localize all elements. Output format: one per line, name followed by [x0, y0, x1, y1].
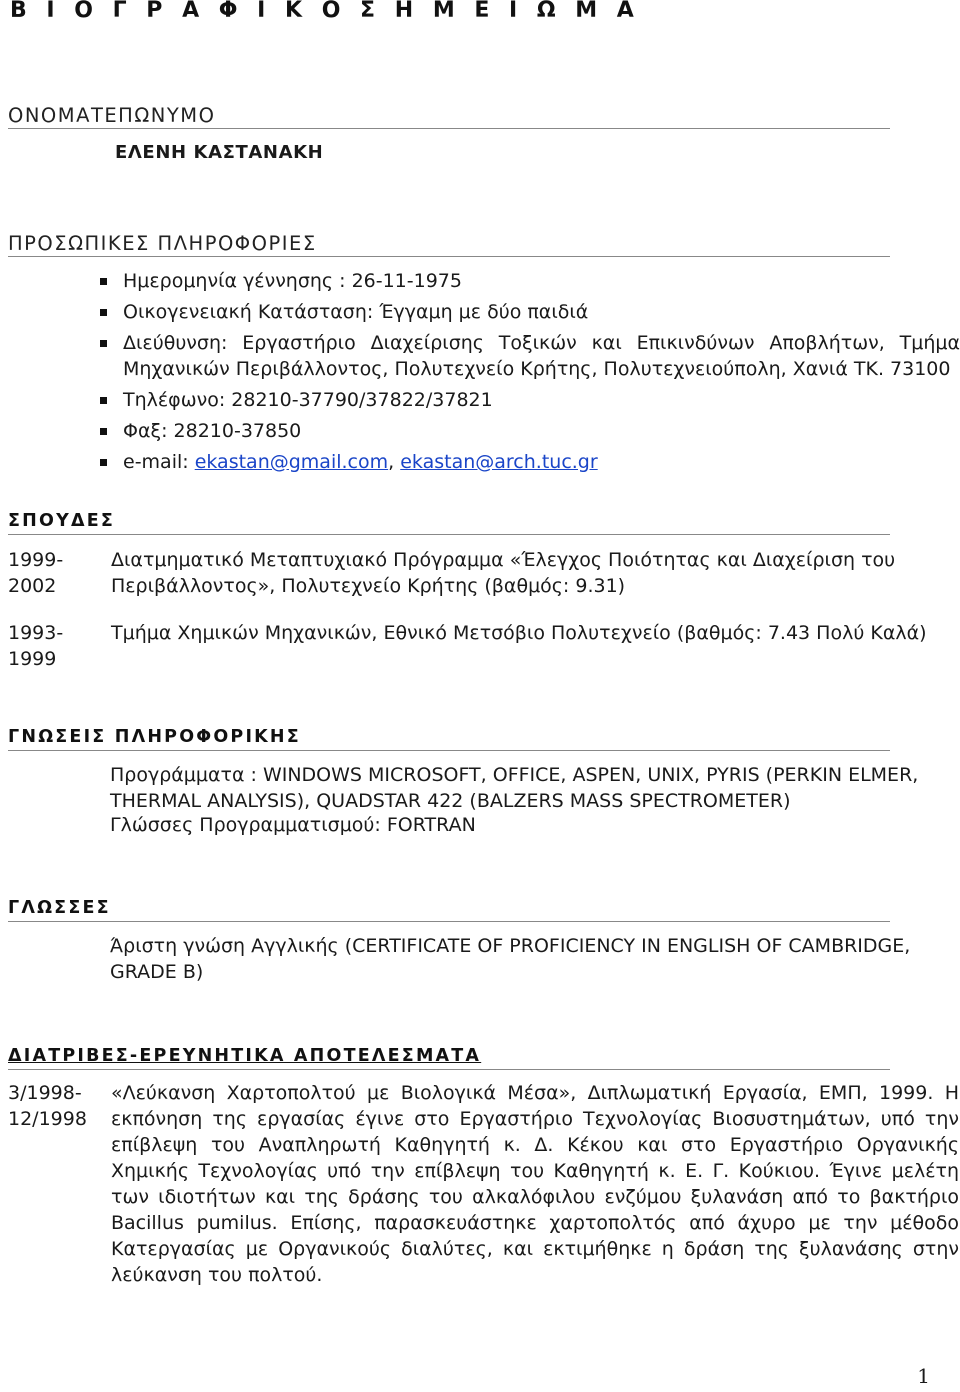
bullet-square-icon [100, 278, 107, 285]
document-title: Β Ι Ο Γ Ρ Α Φ Ι Κ Ο Σ Η Μ Ε Ι Ω Μ Α [10, 0, 640, 23]
languages-heading: ΓΛΩΣΣΕΣ [8, 898, 890, 922]
email-label: e-mail: [123, 451, 195, 473]
list-item [100, 387, 960, 413]
birth-date: Ημερομηνία γέννησης : 26-11-1975 [123, 270, 462, 292]
computing-languages: Γλώσσες Προγραμματισμού: FORTRAN [110, 814, 476, 836]
computing-programs: Προγράμματα : WINDOWS MICROSOFT, OFFICE, ASPEN, UNIX, PYRIS (PERKIN ELMER, THERMAL ANALYSIS), QUADSTAR 422 (BALZERS MASS SPECTROMETER) [110, 764, 919, 812]
theses-heading: ΔΙΑΤΡΙΒΕΣ-ΕΡΕΥΝΗΤΙΚΑ ΑΠΟΤΕΛΕΣΜΑΤΑ [8, 1046, 890, 1070]
fullname-heading: ΟΝΟΜΑΤΕΠΩΝΥΜΟ [8, 104, 890, 129]
personal-info-heading: ΠΡΟΣΩΠΙΚΕΣ ΠΛΗΡΟΦΟΡΙΕΣ [8, 232, 890, 257]
studies-years: 1993- 1999 [8, 622, 64, 670]
studies-years: 1999- 2002 [8, 549, 64, 597]
address: Διεύθυνση: Εργαστήριο Διαχείρισης Τοξικών και Επικινδύνων Αποβλήτων, Τμήμα Μηχανικών Περιβάλλοντος, Πολυτεχνείο Κρήτης, Πολυτεχνειούπολη, Χανιά ΤΚ. 73100 [123, 332, 960, 380]
bullet-square-icon [100, 459, 107, 466]
studies-description: Τμήμα Χημικών Μηχανικών, Εθνικό Μετσόβιο Πολυτεχνείο (βαθμός: 7.43 Πολύ Καλά) [111, 622, 927, 644]
languages-text: Άριστη γνώση Αγγλικής (CERTIFICATE OF PROFICIENCY IN ENGLISH OF CAMBRIDGE, GRADE B) [110, 935, 911, 983]
studies-description: Διατμηματικό Μεταπτυχιακό Πρόγραμμα «Έλεγχος Ποιότητας και Διαχείριση του Περιβάλλοντος», Πολυτεχνείο Κρήτης (βαθμός: 9.31) [111, 549, 896, 597]
list-item [100, 299, 960, 325]
theses-description: «Λεύκανση Χαρτοπολτού με Βιολογικά Μέσα», Διπλωματική Εργασία, ΕΜΠ, 1999. Η εκπόνηση της εργασίας έγινε στο Εργαστήριο Τεχνολογίας Βιοσυστημάτων, υπό την επίβλεψη του Αναπληρωτή Καθηγητή κ. Δ. Κέκου και στο Εργαστήριο Οργανικής Χημικής Τεχνολογίας υπό την επίβλεψη του Καθηγητή κ. Ε. Γ. Κούκιου. Έγινε μελέτη των ιδιοτήτων και της δράσης του αλκαλόφιλου ενζύμου ξυλανάση από το βακτήριο Bacillus pumilus. Επίσης, παρασκευάστηκε χαρτοπολτός από άχυρο με την μέθοδο Κατεργασίας με Οργανικούς διαλύτες, και εκτιμήθηκε η δράση της ξυλανάσης στην λεύκανση του πολτού. [111, 1082, 959, 1286]
fax: Φαξ: 28210-37850 [123, 420, 302, 442]
list-item [100, 449, 960, 475]
marital-status: Οικογενειακή Κατάσταση: Έγγαμη με δύο παιδιά [123, 301, 589, 323]
theses-years: 3/1998- 12/1998 [8, 1082, 87, 1130]
email-link-gmail[interactable]: ekastan@gmail.com [194, 451, 389, 473]
list-item [100, 330, 960, 382]
page-number: 1 [917, 1364, 930, 1388]
studies-heading: ΣΠΟΥΔΕΣ [8, 511, 890, 535]
email-link-tuc[interactable]: ekastan@arch.tuc.gr [400, 451, 598, 473]
email-separator: , [388, 451, 401, 473]
computing-heading: ΓΝΩΣΕΙΣ ΠΛΗΡΟΦΟΡΙΚΗΣ [8, 727, 890, 751]
bullet-square-icon [100, 397, 107, 404]
bullet-square-icon [100, 309, 107, 316]
list-item [100, 268, 960, 294]
fullname-value: ΕΛΕΝΗ ΚΑΣΤΑΝΑΚΗ [115, 142, 324, 163]
bullet-square-icon [100, 428, 107, 435]
bullet-square-icon [100, 340, 107, 347]
phone: Τηλέφωνο: 28210-37790/37822/37821 [123, 389, 493, 411]
list-item [100, 418, 960, 444]
personal-info-list [100, 268, 960, 480]
